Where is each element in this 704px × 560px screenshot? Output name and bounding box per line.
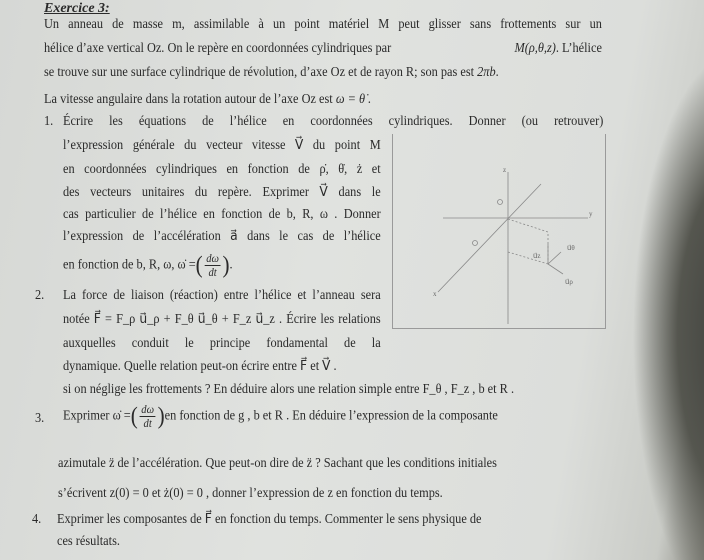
intro-line-1: Un anneau de masse m, assimilable à un point matériel M peut glisser sans frottements sur un (44, 17, 602, 32)
q1-line-last: en fonction de b, R, ω, ω̇ =( $\frac{d\omega}{dt}$ ). (63, 251, 233, 279)
u-theta-label: u⃗θ (567, 244, 575, 252)
z-label: z (503, 166, 507, 174)
photo-shadow (614, 0, 704, 560)
fraction: $\frac{d\omega}{dt}$ (141, 402, 155, 430)
y-label: y (589, 210, 593, 218)
intro-text: . L’hélice (555, 41, 602, 56)
axes-diagram (393, 134, 605, 328)
q2-number: 2. (35, 288, 45, 303)
q4-line: Exprimer les composantes de F⃗ en fonction du temps. Commenter le sens physique de (57, 512, 482, 527)
helix-figure (392, 134, 606, 329)
intro-text: hélice d’axe vertical Oz. On le repère en coordonnées cylindriques par (44, 41, 392, 56)
q1-line: l’expression de l’accélération a⃗ dans le cas de l’hélice (63, 229, 381, 244)
q2-line: dynamique. Quelle relation peut-on écrire entre F⃗ et V⃗ . (63, 359, 337, 374)
q4-number: 4. (32, 512, 42, 527)
u-rho-label: u⃗ρ (565, 278, 573, 286)
q1-line: en coordonnées cylindriques en fonction de ρ̇, θ̇, ż et (63, 162, 381, 177)
q2-force-line: notée F⃗ = F_ρ u⃗_ρ + F_θ u⃗_θ + F_z u⃗_z . Écrire les relations (63, 312, 381, 327)
u-rho-vector (548, 264, 563, 274)
q3-line: s’écrivent z(0) = 0 et ż(0) = 0 , donner l’expression de z en fonction du temps. (58, 486, 443, 501)
position-expression: M(ρ,θ,z) (514, 41, 556, 56)
intro-text: La vitesse angulaire dans la rotation autour de l’axe Oz est (44, 92, 333, 107)
q1-line: Écrire les équations de l’hélice en coordonnées cylindriques. Donner (ou retrouver) (63, 114, 604, 129)
exercise-title: Exercice 3: (44, 1, 110, 16)
x-axis (438, 184, 541, 292)
q1-line: l’expression générale du vecteur vitesse V⃗ du point M (63, 138, 381, 153)
u-theta-vector (548, 252, 561, 264)
q1-line: cas particulier de l’hélice en fonction de b, R, ω . Donner (63, 207, 381, 222)
q3-line: azimutale z̈ de l’accélération. Que peut-on dire de z̈ ? Sachant que les conditions initiales (58, 456, 497, 471)
q3-text: en fonction de g , b et R . En déduire l’expression de la composante (164, 408, 498, 424)
q3-number: 3. (35, 411, 45, 426)
q4-line: ces résultats. (57, 534, 120, 549)
intro-line-3: se trouve sur une surface cylindrique de révolution, d’axe Oz et de rayon R; son pas est 2πb. (44, 65, 499, 80)
q2-line: auxquelles conduit le principe fondamental de la (63, 336, 381, 351)
q2-line: La force de liaison (réaction) entre l’hélice et l’anneau sera (63, 288, 381, 303)
angular-velocity-expression: ω = θ̇ . (335, 92, 372, 107)
q1-number: 1. (44, 114, 54, 129)
intro-text: se trouve sur une surface cylindrique de révolution, d’axe Oz et de rayon R; son pas est (44, 65, 475, 80)
q2-line: si on néglige les frottements ? En déduire alors une relation simple entre F_θ , F_z , b et R . (63, 382, 515, 397)
intro-line-4 (44, 91, 371, 109)
q3-line: Exprimer ω̇ =( $\frac{d\omega}{dt}$ )en fonction de g , b et R . En déduire l’expression de la composante (63, 402, 498, 430)
q3-text: Exprimer ω̇ = (63, 408, 131, 424)
q1-line: des vecteurs unitaires du repère. Exprimer V⃗ dans le (63, 185, 381, 200)
origin-marker (498, 200, 503, 205)
intro-line-2 (44, 40, 602, 58)
pitch-expression: 2πb (477, 65, 496, 80)
x-label: x (433, 290, 437, 298)
fraction: $\frac{d\omega}{dt}$ (206, 251, 219, 279)
q1-text: en fonction de b, R, ω, ω̇ = (63, 257, 196, 273)
u-z-label: u⃗z (533, 252, 541, 260)
